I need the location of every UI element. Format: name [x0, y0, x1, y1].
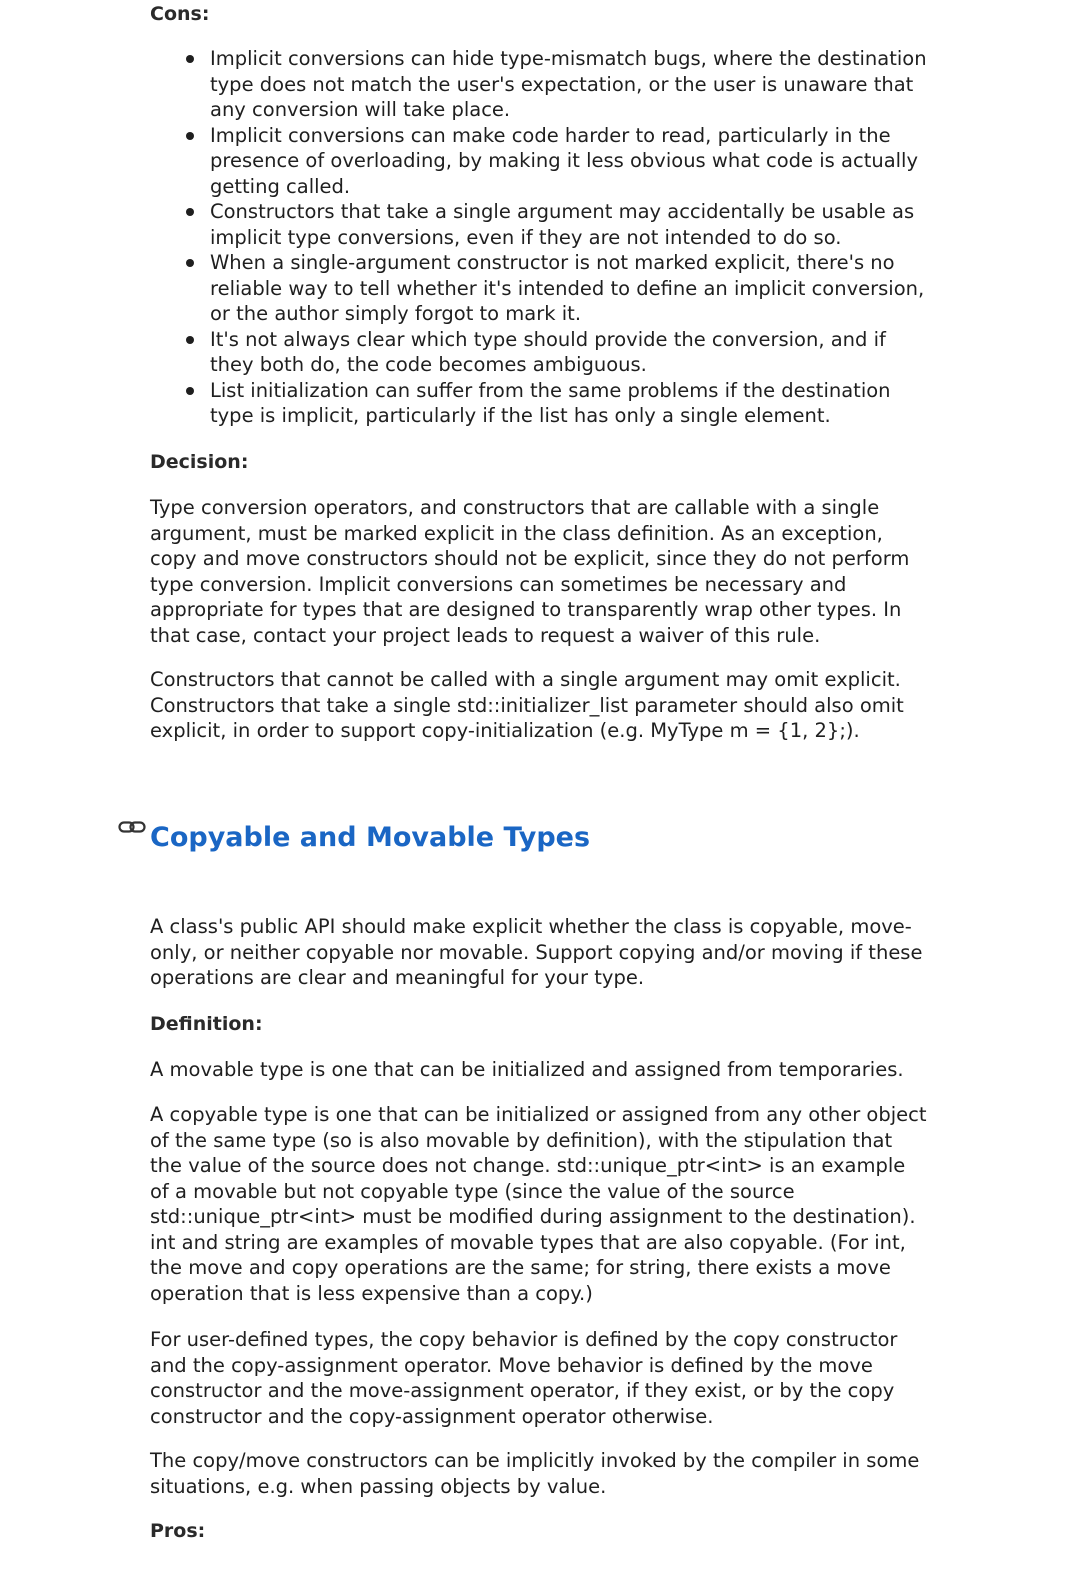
definition-paragraph: A movable type is one that can be initialized and assigned from temporaries.	[150, 1058, 904, 1081]
bullet-icon	[186, 208, 194, 216]
section-heading[interactable]: Copyable and Movable Types	[150, 822, 591, 853]
decision-label: Decision:	[150, 451, 249, 473]
list-item: Implicit conversions can hide type-mismatch bugs, where the destination type does not match the user's expectation, or the user is unaware that any conversion will take place.	[150, 46, 930, 123]
bullet-icon	[186, 387, 194, 395]
definition-label: Definition:	[150, 1013, 263, 1035]
bullet-icon	[186, 132, 194, 140]
bullet-icon	[186, 336, 194, 344]
decision-paragraph: Constructors that cannot be called with a single argument may omit explicit. Constructors that take a single std::initializer_list parameter should also omit explicit, in order to support copy-initialization (e.g. MyType m = {1, 2};).	[150, 668, 904, 742]
definition-paragraph: For user-defined types, the copy behavior is defined by the copy constructor and the copy-assignment operator. Move behavior is defined by the move constructor and the move-assignment operator, if they exist, or by the copy constructor and the copy-assignment operator otherwise.	[150, 1328, 898, 1428]
list-item: When a single-argument constructor is not marked explicit, there's no reliable way to tell whether it's intended to define an implicit conversion, or the author simply forgot to mark it.	[150, 250, 930, 327]
list-item: It's not always clear which type should provide the conversion, and if they both do, the code becomes ambiguous.	[150, 327, 930, 378]
definition-paragraph: A copyable type is one that can be initialized or assigned from any other object of the same type (so is also movable by definition), with the stipulation that the value of the source does not change. std::unique_ptr<int> is an example of a movable but not copyable type (since the value of the source std::unique_ptr<int> must be modified during assignment to the destination). int and string are examples of movable types that are also copyable. (For int, the move and copy operations are the same; for string, there exists a move operation that is less expensive than a copy.)	[150, 1103, 927, 1305]
pros-label: Pros:	[150, 1520, 206, 1542]
list-item: Constructors that take a single argument may accidentally be usable as implicit type conversions, even if they are not intended to do so.	[150, 199, 930, 250]
link-icon[interactable]	[118, 820, 148, 834]
list-item: List initialization can suffer from the same problems if the destination type is implicit, particularly if the list has only a single element.	[150, 378, 930, 429]
bullet-icon	[186, 259, 194, 267]
decision-paragraph: Type conversion operators, and constructors that are callable with a single argument, must be marked explicit in the class definition. As an exception, copy and move constructors should not be explicit, since they do not perform type conversion. Implicit conversions can sometimes be necessary and appropriate for types that are designed to transparently wrap other types. In that case, contact your project leads to request a waiver of this rule.	[150, 496, 910, 647]
definition-paragraph: The copy/move constructors can be implicitly invoked by the compiler in some situations, e.g. when passing objects by value.	[150, 1449, 920, 1498]
cons-label: Cons:	[150, 3, 210, 25]
bullet-icon	[186, 55, 194, 63]
list-item: Implicit conversions can make code harder to read, particularly in the presence of overloading, by making it less obvious what code is actually getting called.	[150, 123, 930, 200]
cons-list	[150, 46, 930, 429]
section-intro: A class's public API should make explicit whether the class is copyable, move-only, or neither copyable nor movable. Support copying and/or moving if these operations are clear and meaningful for your type.	[150, 915, 923, 989]
